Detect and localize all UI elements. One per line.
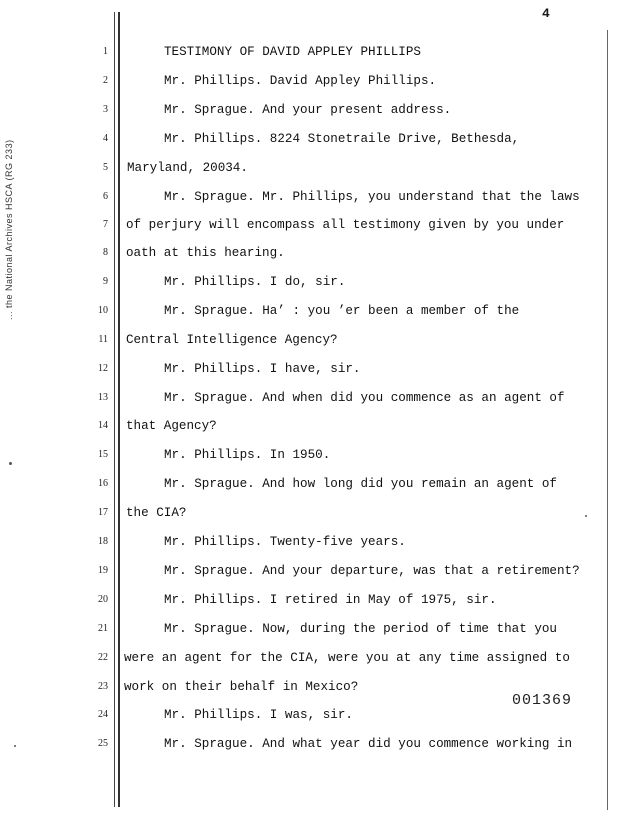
- line-number: 15: [98, 449, 108, 460]
- transcript-line: were an agent for the CIA, were you at any time assigned to: [124, 651, 570, 665]
- line-number: 6: [103, 191, 108, 202]
- line-number: 24: [98, 709, 108, 720]
- transcript-line: Mr. Phillips. Twenty-five years.: [164, 535, 406, 549]
- line-number: 10: [98, 305, 108, 316]
- line-number: 25: [98, 738, 108, 749]
- line-number: 7: [103, 219, 108, 230]
- transcript-line: Mr. Sprague. And your present address.: [164, 103, 452, 117]
- line-number: 19: [98, 565, 108, 576]
- transcript-line: Mr. Phillips. I was, sir.: [164, 708, 353, 722]
- line-number: 4: [103, 133, 108, 144]
- transcript-line: Mr. Sprague. And how long did you remain an agent of: [164, 477, 557, 491]
- document-control-number: 001369: [512, 692, 573, 709]
- transcript-line: oath at this hearing.: [126, 246, 285, 260]
- line-number: 3: [103, 104, 108, 115]
- left-margin-rule: [114, 12, 115, 807]
- right-margin-rule: [607, 30, 608, 810]
- line-number: 21: [98, 623, 108, 634]
- transcript-line: that Agency?: [126, 419, 217, 433]
- transcript-line: TESTIMONY OF DAVID APPLEY PHILLIPS: [164, 45, 421, 59]
- line-number: 16: [98, 478, 108, 489]
- line-number: 14: [98, 420, 108, 431]
- line-number: 1: [103, 46, 108, 57]
- line-number: 5: [103, 162, 108, 173]
- archive-stamp: ... the National Archives HSCA (RG 233): [4, 139, 14, 320]
- line-number: 17: [98, 507, 108, 518]
- transcript-line: Mr. Phillips. I have, sir.: [164, 362, 361, 376]
- scan-speck: [9, 462, 12, 465]
- line-number: 2: [103, 75, 108, 86]
- transcript-line: work on their behalf in Mexico?: [124, 680, 359, 694]
- transcript-line: Mr. Phillips. I retired in May of 1975, sir.: [164, 593, 497, 607]
- page-number: 4: [542, 6, 550, 21]
- transcript-line: Mr. Sprague. And what year did you commence working in: [164, 737, 573, 751]
- transcript-line: of perjury will encompass all testimony given by you under: [126, 218, 565, 232]
- line-number: 20: [98, 594, 108, 605]
- transcript-line: Mr. Phillips. In 1950.: [164, 448, 331, 462]
- line-number: 9: [103, 276, 108, 287]
- transcript-line: Mr. Phillips. I do, sir.: [164, 275, 346, 289]
- transcript-line: Mr. Phillips. 8224 Stonetraile Drive, Bethesda,: [164, 132, 520, 146]
- line-number: 12: [98, 363, 108, 374]
- transcript-line: Mr. Sprague. And your departure, was that a retirement?: [164, 564, 580, 578]
- transcript-line: Mr. Sprague. Mr. Phillips, you understand that the laws: [164, 190, 580, 204]
- line-number: 18: [98, 536, 108, 547]
- line-number: 22: [98, 652, 108, 663]
- transcript-line: the CIA?: [126, 506, 187, 520]
- left-margin-rule-inner: [118, 12, 120, 807]
- line-number: 23: [98, 681, 108, 692]
- line-number: 13: [98, 392, 108, 403]
- transcript-line: Mr. Sprague. Now, during the period of time that you: [164, 622, 557, 636]
- line-number: 11: [98, 334, 108, 345]
- scan-speck: [14, 745, 16, 747]
- transcript-line: Mr. Sprague. And when did you commence as an agent of: [164, 391, 565, 405]
- transcript-line: Maryland, 20034.: [127, 161, 248, 175]
- line-number: 8: [103, 247, 108, 258]
- transcript-line: Mr. Phillips. David Appley Phillips.: [164, 74, 437, 88]
- transcript-line: Mr. Sprague. Ha’ : you ’er been a member of the: [164, 304, 520, 318]
- transcript-line: Central Intelligence Agency?: [126, 333, 338, 347]
- scan-speck: [585, 515, 587, 517]
